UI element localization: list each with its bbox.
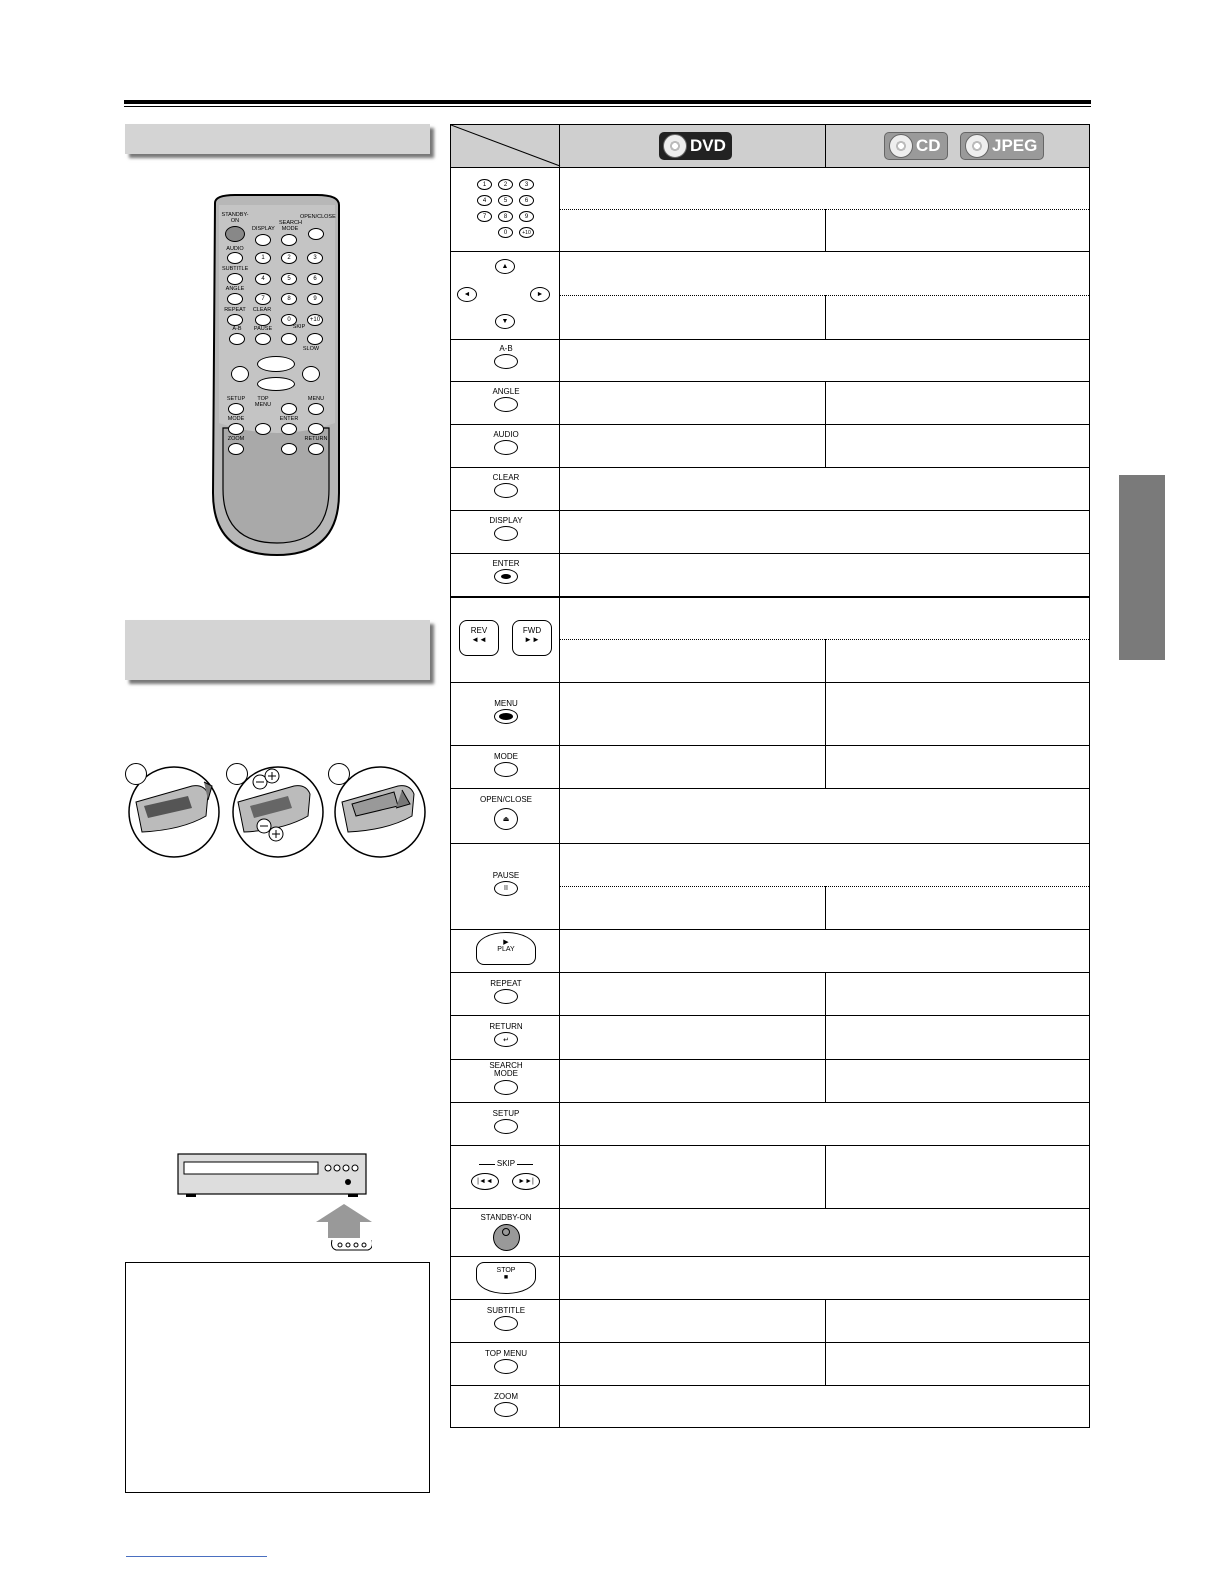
remote-return-button[interactable]	[308, 443, 324, 455]
enter-button[interactable]	[494, 569, 518, 584]
remote-topmenu-label: TOP MENU	[254, 396, 272, 408]
battery-installation-illustration	[122, 760, 432, 862]
remote-num4[interactable]: 4	[255, 273, 271, 285]
enter-dot-icon	[501, 574, 511, 579]
fwd-button[interactable]	[512, 620, 552, 656]
remote-slow-label: SLOW	[302, 346, 320, 352]
row-line	[451, 339, 1089, 340]
row-line	[451, 467, 1089, 468]
cd-badge: CD	[884, 132, 948, 160]
standby-label: STANDBY-ON	[480, 1213, 532, 1222]
bottom-link-underline	[126, 1556, 267, 1557]
down-arrow-button[interactable]: ▼	[495, 314, 515, 329]
rev-label: REV	[470, 626, 488, 635]
remote-menu-button[interactable]	[308, 403, 324, 415]
top-rule	[124, 100, 1091, 104]
pause-label: PAUSE	[492, 871, 520, 880]
remote-num9[interactable]: 9	[307, 293, 323, 305]
clear-label: CLEAR	[492, 473, 520, 482]
play-icon: ▶	[503, 939, 509, 946]
remote-subtitle-button[interactable]	[227, 273, 243, 285]
up-arrow-button[interactable]: ▲	[495, 259, 515, 274]
row-line	[451, 510, 1089, 511]
stop-button[interactable]	[476, 1262, 536, 1294]
skip-label: SKIP	[496, 1159, 516, 1168]
dotted-line	[560, 639, 1089, 640]
remote-up-button[interactable]	[281, 403, 297, 415]
skip-forward-icon: ►►|	[518, 1178, 534, 1185]
num-8-button[interactable]: 8	[498, 211, 513, 222]
row-line	[451, 1059, 1089, 1060]
eject-icon: ⏏	[502, 816, 510, 823]
remote-ab-label: A-B	[232, 326, 242, 332]
remote-fwd-button[interactable]	[302, 366, 320, 382]
col-divider-arrows	[825, 295, 826, 339]
repeat-label: REPEAT	[490, 979, 522, 988]
num-5-button[interactable]: 5	[498, 195, 513, 206]
mode-label: MODE	[494, 752, 518, 761]
play-label: PLAY	[497, 946, 515, 953]
angle-label: ANGLE	[492, 387, 520, 396]
row-line	[451, 972, 1089, 973]
remote-angle-button[interactable]	[227, 293, 243, 305]
remote-right-button[interactable]	[308, 423, 324, 435]
col-divider-skip	[825, 1145, 826, 1208]
dotted-line	[560, 886, 1089, 887]
row-line	[451, 929, 1089, 930]
remote-num5[interactable]: 5	[281, 273, 297, 285]
remote-searchmode-label: SEARCH MODE	[279, 220, 302, 232]
openclose-button[interactable]	[494, 808, 518, 830]
remote-setup-button[interactable]	[228, 403, 244, 415]
row-line	[451, 1102, 1089, 1103]
remote-display-button[interactable]	[255, 234, 271, 246]
remote-openclose-label: OPEN/CLOSE	[300, 214, 336, 220]
remote-num3[interactable]: 3	[307, 252, 323, 264]
num-3-button[interactable]: 3	[519, 179, 534, 190]
remote-num8[interactable]: 8	[281, 293, 297, 305]
remote-display-label: DISPLAY	[252, 226, 275, 232]
row-line	[451, 553, 1089, 554]
rev-button[interactable]	[459, 620, 499, 656]
remote-ab-button[interactable]	[229, 333, 245, 345]
stop-icon: ■	[503, 1274, 509, 1281]
remote-skip-back[interactable]	[281, 333, 297, 345]
topmenu-label: TOP MENU	[485, 1349, 527, 1358]
disc-icon	[965, 134, 989, 158]
skip-back-icon: |◄◄	[477, 1178, 493, 1185]
repeat-button[interactable]	[494, 989, 518, 1004]
subtitle-label: SUBTITLE	[486, 1306, 526, 1315]
remote-clear-button[interactable]	[255, 314, 271, 326]
pause-button[interactable]	[494, 881, 518, 896]
power-icon	[502, 1228, 510, 1236]
pause-icon: II	[504, 885, 508, 892]
row-line	[451, 788, 1089, 789]
mode-button[interactable]	[494, 762, 518, 777]
menu-button[interactable]	[494, 709, 518, 724]
disc-icon	[889, 134, 913, 158]
num-9-button[interactable]: 9	[519, 211, 534, 222]
zoom-button[interactable]	[494, 1402, 518, 1417]
row-line	[451, 745, 1089, 746]
col-divider-mode	[825, 746, 826, 788]
openclose-label: OPEN/CLOSE	[479, 795, 532, 804]
display-label: DISPLAY	[489, 516, 523, 525]
remote-plus10[interactable]: +10	[307, 314, 323, 326]
section-header-remote	[125, 124, 430, 154]
num-7-button[interactable]: 7	[477, 211, 492, 222]
remote-skip-label: SKIP	[292, 324, 306, 330]
battery-step-3-marker	[328, 763, 350, 785]
col-divider-pause	[825, 886, 826, 929]
remote-zoom-button[interactable]	[228, 443, 244, 455]
angle-button[interactable]	[494, 397, 518, 412]
row-line	[451, 1342, 1089, 1343]
right-arrow-button[interactable]: ►	[530, 287, 550, 302]
remote-pause-label: PAUSE	[253, 326, 273, 332]
zoom-label: ZOOM	[494, 1392, 518, 1401]
note-box	[125, 1262, 430, 1493]
return-arrow-icon: ↵	[503, 1036, 509, 1044]
remote-repeat-label: REPEAT	[224, 307, 246, 313]
col-divider-repeat-search	[825, 972, 826, 1102]
remote-standby-label: STANDBY-ON	[221, 212, 249, 224]
remote-audio-button[interactable]	[227, 252, 243, 264]
col-divider-2-header	[825, 125, 826, 167]
row-line	[451, 381, 1089, 382]
dotted-line	[560, 295, 1089, 296]
play-button[interactable]	[476, 932, 536, 965]
row-line	[451, 424, 1089, 425]
remote-audio-label: AUDIO	[226, 246, 244, 252]
side-tab	[1119, 475, 1165, 660]
skip-back-button[interactable]	[471, 1173, 499, 1190]
row-line	[451, 682, 1089, 683]
remote-openclose-button[interactable]	[308, 228, 324, 240]
remote-play-button[interactable]	[257, 356, 295, 372]
remote-mode-label: MODE	[227, 416, 245, 422]
ab-button[interactable]	[494, 354, 518, 369]
dvd-player-illustration	[176, 1150, 372, 1254]
remote-down-button[interactable]	[281, 443, 297, 455]
battery-step-1-marker	[125, 763, 147, 785]
row-line	[451, 251, 1089, 252]
remote-rev-button[interactable]	[231, 366, 249, 382]
remote-return-label: RETURN	[304, 436, 328, 442]
row-line	[451, 1256, 1089, 1257]
remote-num7[interactable]: 7	[255, 293, 271, 305]
num-2-button[interactable]: 2	[498, 179, 513, 190]
audio-button[interactable]	[494, 440, 518, 455]
display-button[interactable]	[494, 526, 518, 541]
remote-num0[interactable]: 0	[281, 314, 297, 326]
setup-button[interactable]	[494, 1119, 518, 1134]
menu-dot-icon	[499, 713, 513, 720]
row-line	[451, 1299, 1089, 1300]
remote-setup-label: SETUP	[226, 396, 246, 402]
num-0-button[interactable]: 0	[498, 227, 513, 238]
remote-menu-label: MENU	[307, 396, 325, 402]
return-label: RETURN	[489, 1022, 523, 1031]
subtitle-button[interactable]	[494, 1316, 518, 1331]
searchmode-button[interactable]	[494, 1080, 518, 1095]
num-plus10-button[interactable]: +10	[519, 227, 534, 238]
standby-button[interactable]	[493, 1224, 520, 1251]
clear-button[interactable]	[494, 483, 518, 498]
row-line	[451, 1208, 1089, 1209]
jpeg-badge: JPEG	[960, 132, 1044, 160]
left-arrow-button[interactable]: ◄	[457, 287, 477, 302]
row-line	[451, 1145, 1089, 1146]
topmenu-button[interactable]	[494, 1359, 518, 1374]
remote-clear-label: CLEAR	[252, 307, 272, 313]
remote-enter-button[interactable]	[281, 423, 297, 435]
col-divider-rev-menu	[825, 639, 826, 746]
remote-zoom-label: ZOOM	[227, 436, 245, 442]
remote-repeat-button[interactable]	[227, 314, 243, 326]
col-divider-1	[559, 125, 560, 1427]
battery-step-2-marker	[226, 763, 248, 785]
skip-forward-button[interactable]	[512, 1173, 540, 1190]
row-line	[451, 1385, 1089, 1386]
header-diagonal	[451, 125, 561, 167]
setup-label: SETUP	[492, 1109, 520, 1118]
remote-mode-button[interactable]	[228, 423, 244, 435]
remote-stop-button[interactable]	[257, 377, 295, 391]
remote-left-button[interactable]	[255, 423, 271, 435]
fwd-label: FWD	[522, 626, 542, 635]
rewind-icon: ◄◄	[471, 635, 487, 644]
disc-icon	[663, 134, 687, 158]
num-4-button[interactable]: 4	[477, 195, 492, 206]
return-button[interactable]	[494, 1032, 518, 1047]
remote-pause-button[interactable]	[255, 333, 271, 345]
row-line	[451, 1015, 1089, 1016]
row-line	[451, 596, 1089, 598]
num-1-button[interactable]: 1	[477, 179, 492, 190]
row-line	[451, 843, 1089, 844]
remote-num1[interactable]: 1	[255, 252, 271, 264]
num-6-button[interactable]: 6	[519, 195, 534, 206]
remote-num6[interactable]: 6	[307, 273, 323, 285]
top-rule-thin	[124, 106, 1091, 107]
col-divider-numpad	[825, 209, 826, 251]
col-divider-angle-audio	[825, 382, 826, 468]
section-header-batteries	[125, 620, 430, 680]
stop-label: STOP	[496, 1267, 516, 1274]
audio-label: AUDIO	[493, 430, 519, 439]
enter-label: ENTER	[492, 559, 520, 568]
remote-skip-fwd[interactable]	[307, 333, 323, 345]
dotted-line	[560, 209, 1089, 210]
remote-searchmode-button[interactable]	[281, 234, 297, 246]
menu-label: MENU	[494, 699, 518, 708]
remote-num2[interactable]: 2	[281, 252, 297, 264]
remote-enter-label: ENTER	[279, 416, 299, 422]
remote-angle-label: ANGLE	[225, 286, 245, 292]
remote-subtitle-label: SUBTITLE	[222, 266, 249, 272]
remote-standby-button[interactable]	[225, 226, 245, 242]
function-table	[450, 124, 1090, 1428]
searchmode-label: SEARCH MODE	[489, 1061, 523, 1078]
ab-label: A-B	[499, 344, 513, 353]
fast-forward-icon: ►►	[524, 635, 540, 644]
dvd-badge: DVD	[659, 132, 732, 160]
